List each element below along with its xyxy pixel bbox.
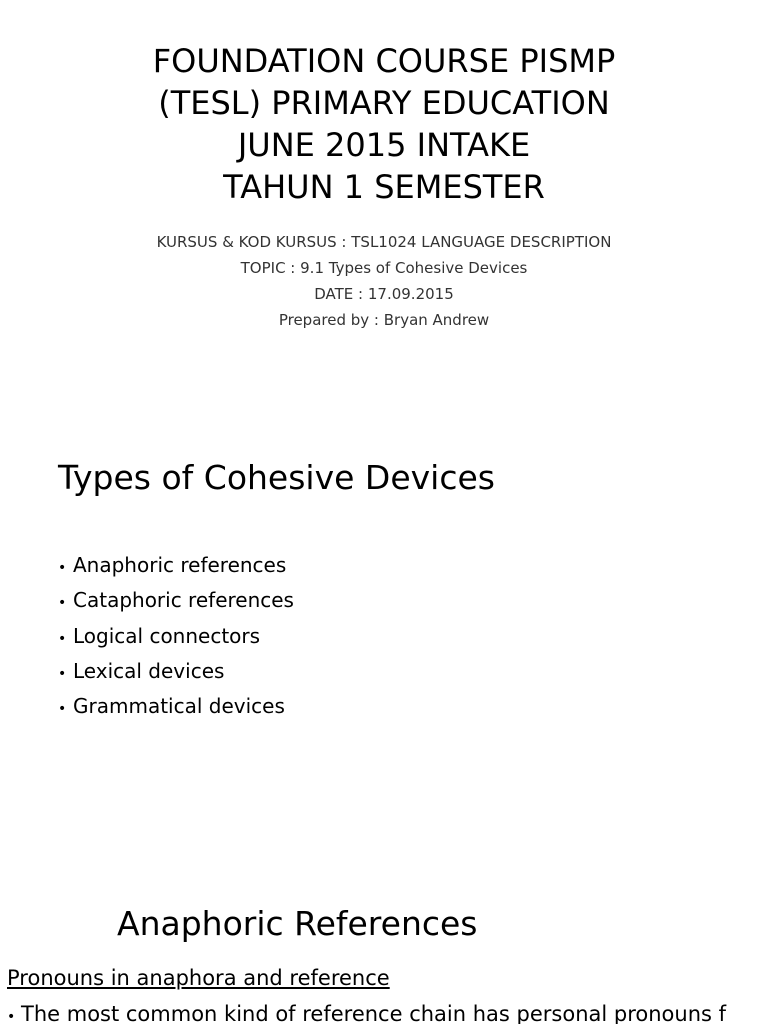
date-line: DATE : 17.09.2015 <box>314 285 454 303</box>
cohesive-devices-list <box>58 549 294 725</box>
list-item <box>58 620 294 655</box>
author-line: Prepared by : Bryan Andrew <box>278 311 490 329</box>
list-item <box>58 549 294 584</box>
course-code-line: KURSUS & KOD KURSUS : TSL1024 LANGUAGE DESCRIPTION <box>156 233 612 251</box>
list-item-label: Lexical devices <box>73 658 225 683</box>
bullet-icon: • <box>58 630 67 647</box>
bullet-icon: • <box>58 595 67 612</box>
list-item <box>58 655 294 690</box>
course-title-line: TAHUN 1 SEMESTER <box>223 168 545 206</box>
course-title-line: JUNE 2015 INTAKE <box>237 126 531 164</box>
types-slide <box>0 420 768 860</box>
bullet-icon: • <box>58 665 67 682</box>
list-item-label: Cataphoric references <box>73 588 294 613</box>
list-item-label: Grammatical devices <box>73 694 285 719</box>
list-item-label: Logical connectors <box>73 623 261 648</box>
course-title-line: FOUNDATION COURSE PISMP <box>152 42 616 80</box>
title-slide <box>0 0 768 420</box>
slide-title: Types of Cohesive Devices <box>58 458 495 497</box>
course-details <box>0 229 768 333</box>
topic-line: TOPIC : 9.1 Types of Cohesive Devices <box>240 259 528 277</box>
course-title-line: (TESL) PRIMARY EDUCATION <box>158 84 610 122</box>
section-subheading: Pronouns in anaphora and reference <box>7 966 390 990</box>
body-bullet <box>7 1000 726 1024</box>
list-item <box>58 584 294 619</box>
list-item <box>58 690 294 725</box>
slide-title: Anaphoric References <box>117 904 478 943</box>
list-item-label: Anaphoric references <box>73 553 287 577</box>
body-text: The most common kind of reference chain has personal pronouns f <box>21 1002 727 1024</box>
bullet-icon: • <box>7 1009 16 1024</box>
bullet-icon: • <box>58 701 67 718</box>
bullet-icon: • <box>58 560 67 576</box>
anaphoric-slide <box>0 860 768 1024</box>
course-title <box>0 40 768 208</box>
